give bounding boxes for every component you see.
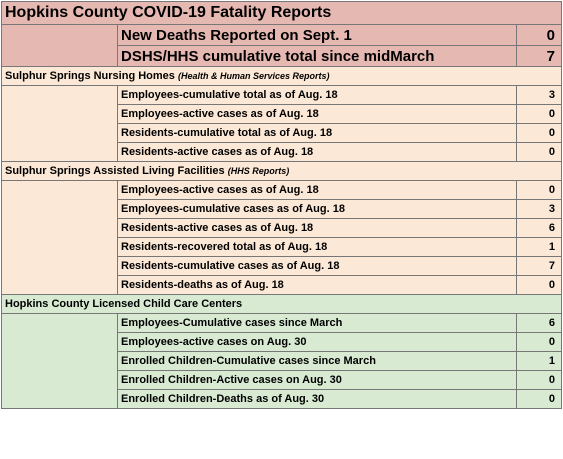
table-row xyxy=(2,181,562,200)
row-label: Residents-recovered total as of Aug. 18 xyxy=(118,238,517,257)
section-header-assisted-living xyxy=(2,162,562,181)
row-label: Employees-active cases on Aug. 30 xyxy=(118,333,517,352)
section-note: (Health & Human Services Reports) xyxy=(177,71,330,81)
row-value: 1 xyxy=(517,352,562,371)
row-label: Enrolled Children-Active cases on Aug. 30 xyxy=(118,371,517,390)
section-heading: Sulphur Springs Nursing Homes xyxy=(5,70,175,82)
row-label: Employees-active cases as of Aug. 18 xyxy=(118,181,517,200)
covid-fatality-table xyxy=(1,1,562,409)
section-header-row xyxy=(2,295,562,314)
section-note: (HHS Reports) xyxy=(227,166,290,176)
fatality-row xyxy=(2,25,562,46)
fatality-value: 7 xyxy=(517,46,562,67)
row-label: Residents-cumulative cases as of Aug. 18 xyxy=(118,257,517,276)
row-group-spacer xyxy=(2,314,118,409)
row-label: Residents-cumulative total as of Aug. 18 xyxy=(118,124,517,143)
row-label: Residents-deaths as of Aug. 18 xyxy=(118,276,517,295)
row-value: 1 xyxy=(517,238,562,257)
table-row xyxy=(2,86,562,105)
fatality-label: DSHS/HHS cumulative total since midMarch xyxy=(118,46,517,67)
fatality-spacer xyxy=(2,25,118,67)
row-label: Employees-Cumulative cases since March xyxy=(118,314,517,333)
row-value: 0 xyxy=(517,105,562,124)
row-group-spacer xyxy=(2,86,118,162)
section-header-nursing-homes xyxy=(2,67,562,86)
row-value: 6 xyxy=(517,219,562,238)
row-value: 0 xyxy=(517,124,562,143)
fatality-label: New Deaths Reported on Sept. 1 xyxy=(118,25,517,46)
table-row xyxy=(2,314,562,333)
row-label: Enrolled Children-Cumulative cases since March xyxy=(118,352,517,371)
section-header-row xyxy=(2,67,562,86)
row-value: 0 xyxy=(517,390,562,409)
row-label: Employees-cumulative cases as of Aug. 18 xyxy=(118,200,517,219)
row-label: Residents-active cases as of Aug. 18 xyxy=(118,219,517,238)
section-heading: Sulphur Springs Assisted Living Facilities xyxy=(5,165,225,177)
row-group-spacer xyxy=(2,181,118,295)
row-value: 3 xyxy=(517,200,562,219)
row-value: 0 xyxy=(517,333,562,352)
row-label: Residents-active cases as of Aug. 18 xyxy=(118,143,517,162)
fatality-value: 0 xyxy=(517,25,562,46)
row-label: Employees-active cases as of Aug. 18 xyxy=(118,105,517,124)
row-label: Enrolled Children-Deaths as of Aug. 30 xyxy=(118,390,517,409)
row-value: 7 xyxy=(517,257,562,276)
section-heading: Hopkins County Licensed Child Care Centers xyxy=(5,298,243,310)
row-label: Employees-cumulative total as of Aug. 18 xyxy=(118,86,517,105)
row-value: 0 xyxy=(517,143,562,162)
row-value: 6 xyxy=(517,314,562,333)
title-row xyxy=(2,2,562,25)
table-title: Hopkins County COVID-19 Fatality Reports xyxy=(2,2,562,25)
row-value: 0 xyxy=(517,181,562,200)
section-header-row xyxy=(2,162,562,181)
row-value: 0 xyxy=(517,371,562,390)
row-value: 3 xyxy=(517,86,562,105)
section-header-child-care xyxy=(2,295,562,314)
row-value: 0 xyxy=(517,276,562,295)
